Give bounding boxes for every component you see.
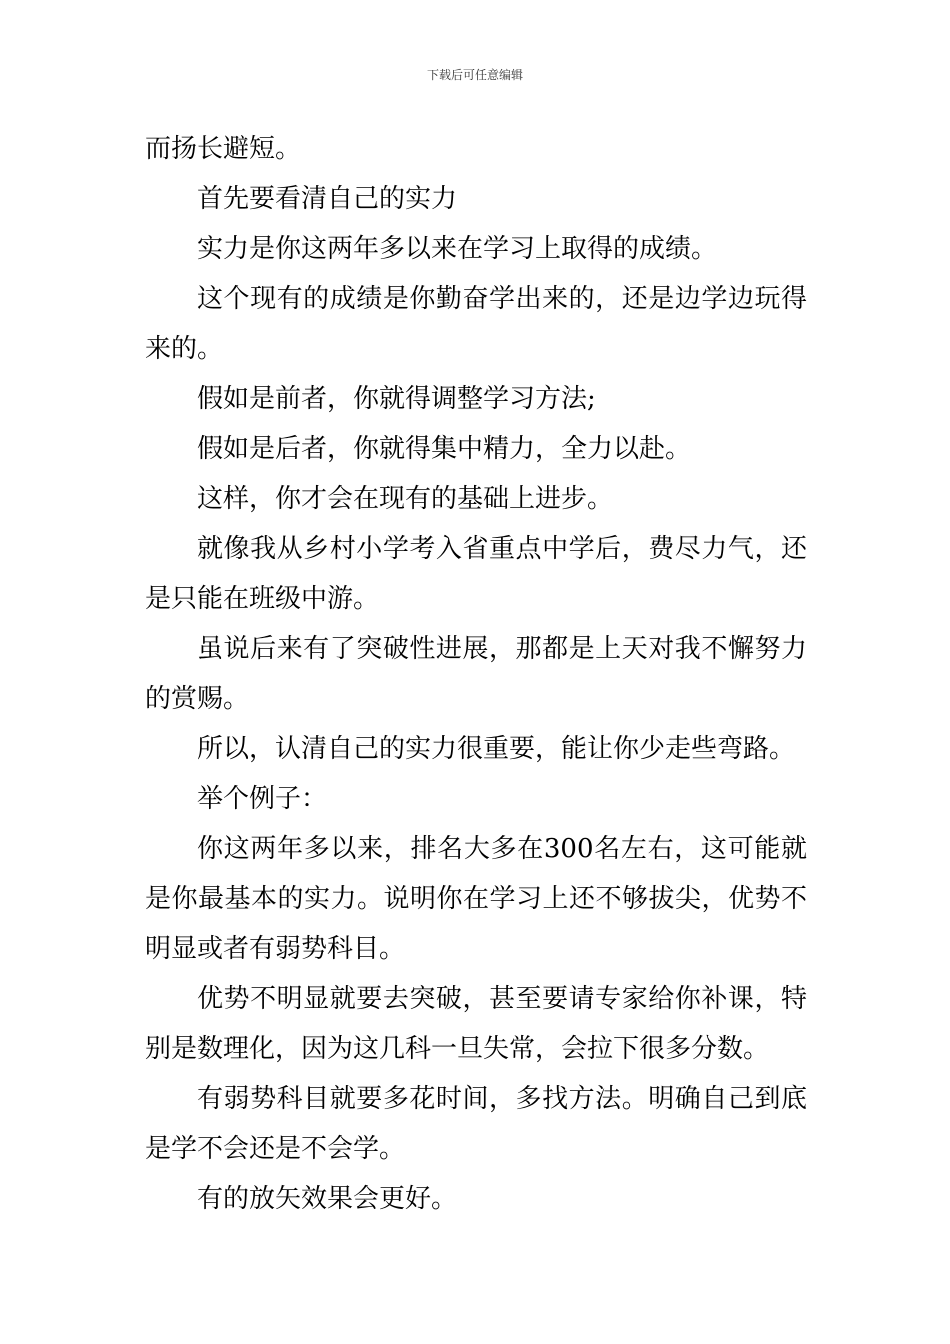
page-header: 下载后可任意编辑 <box>426 68 523 82</box>
paragraph: 实力是你这两年多以来在学习上取得的成绩。 <box>197 234 718 264</box>
paragraph: 虽说后来有了突破性进展，那都是上天对我不懈努力的赏赐。 <box>145 634 807 714</box>
paragraph: 就像我从乡村小学考入省重点中学后，费尽力气，还是只能在班级中游。 <box>145 534 807 614</box>
paragraph: 有的放矢效果会更好。 <box>197 1184 458 1214</box>
paragraph: 这样，你才会在现有的基础上进步。 <box>197 484 614 514</box>
paragraph: 所以，认清自己的实力很重要，能让你少走些弯路。 <box>197 734 796 764</box>
paragraph: 假如是后者，你就得集中精力，全力以赴。 <box>197 434 692 464</box>
paragraph: 首先要看清自己的实力 <box>197 184 458 214</box>
paragraph: 举个例子： <box>197 784 328 814</box>
paragraph: 优势不明显就要去突破，甚至要请专家给你补课，特别是数理化，因为这几科一旦失常，会拉下很多分数。 <box>145 984 807 1064</box>
document-body <box>145 124 807 1224</box>
paragraph: 有弱势科目就要多花时间，多找方法。明确自己到底是学不会还是不会学。 <box>145 1084 807 1164</box>
paragraph: 假如是前者，你就得调整学习方法; <box>197 384 596 414</box>
paragraph: 你这两年多以来，排名大多在300名左右，这可能就是你最基本的实力。说明你在学习上还不够拔尖，优势不明显或者有弱势科目。 <box>145 834 807 964</box>
paragraph: 这个现有的成绩是你勤奋学出来的，还是边学边玩得来的。 <box>145 284 807 364</box>
paragraph: 而扬长避短。 <box>145 134 302 164</box>
